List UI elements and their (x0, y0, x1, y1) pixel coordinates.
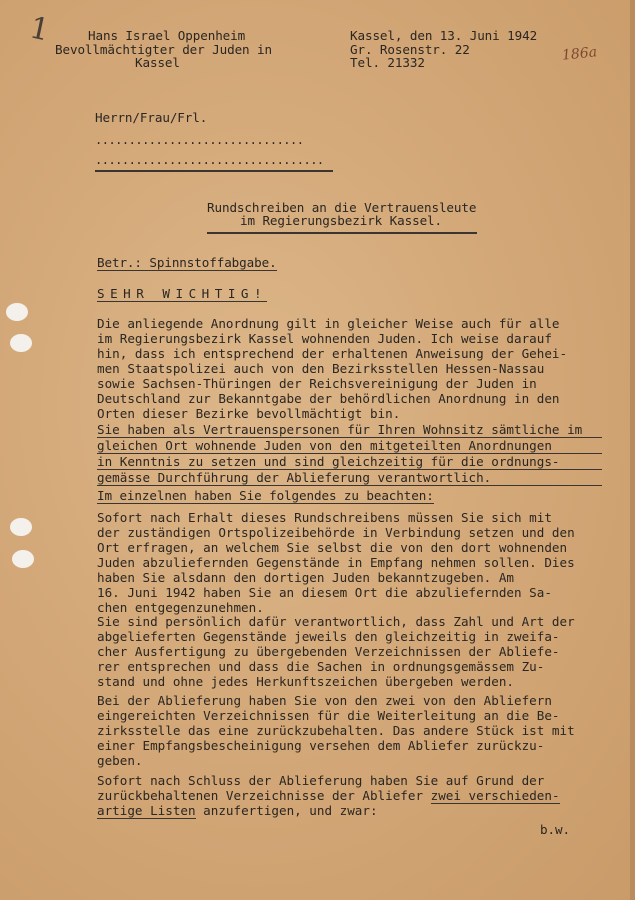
telephone: Tel. 21332 (350, 55, 425, 70)
paper-edge (630, 0, 635, 900)
punch-hole (6, 303, 28, 321)
circular-title: Rundschreiben an die Vertrauensleute (207, 200, 477, 215)
text-line: eingereichten Verzeichnissen für die Weiterleitung an die Be- (97, 708, 560, 723)
text-line: stand und ohne jedes Herkunftszeichen übergeben werden. (97, 674, 515, 689)
text-line: chen entgegenzunehmen. (97, 600, 264, 615)
text-line: hin, dass ich entsprechend der erhaltenen Anweisung der Gehei- (97, 346, 568, 361)
title-underline (207, 232, 477, 234)
text-line: rer entsprechen und dass die Sachen in ordnungsgemässem Zu- (97, 659, 545, 674)
urgent-notice: SEHR WICHTIG! (97, 286, 268, 301)
punch-hole (10, 334, 32, 352)
subject-line: Betr.: Spinnstoffabgabe. (97, 255, 277, 270)
recipient-dotted-line: .................................. (95, 153, 324, 167)
sender-title: Bevollmächtigter der Juden in (55, 42, 272, 57)
text-line: im Regierungsbezirk Kassel wohnenden Juden. Ich weise darauf (97, 331, 552, 346)
page-turn-note: b.w. (540, 822, 570, 837)
text-line (97, 803, 602, 818)
recipient-label: Herrn/Frau/Frl. (95, 110, 208, 125)
text-line: gemässe Durchführung der Ablieferung verantwortlich. (97, 470, 602, 486)
instructions-heading: Im einzelnen haben Sie folgendes zu beachten: (97, 488, 434, 503)
punch-hole (12, 550, 34, 568)
recipient-dotted-line: ............................... (95, 133, 304, 147)
text-line: der zuständigen Ortspolizeibehörde in Verbindung setzen und den (97, 525, 575, 540)
text-line: zirksstelle das eine zurückzubehalten. Das andere Stück ist mit (97, 723, 575, 738)
text-segment-underlined: zwei verschieden- (430, 788, 560, 803)
recipient-underline (95, 170, 333, 172)
text-line: abgelieferten Gegenstände jeweils den gleichzeitig in zweifa- (97, 629, 560, 644)
text-line: in Kenntnis zu setzen und sind gleichzeitig für die ordnungs- (97, 454, 602, 470)
text-line: Sofort nach Schluss der Ablieferung haben Sie auf Grund der (97, 773, 545, 788)
text-line: gleichen Ort wohnende Juden von den mitgeteilten Anordnungen (97, 438, 602, 454)
text-line: cher Ausfertigung zu übergebenden Verzeichnissen der Abliefe- (97, 644, 560, 659)
handwritten-corner-mark: 1 (26, 10, 53, 49)
text-line: 16. Juni 1942 haben Sie an diesem Ort die abzuliefernden Sa- (97, 585, 552, 600)
handwritten-folio-number: 186a (561, 44, 598, 64)
sender-name: Hans Israel Oppenheim (88, 28, 246, 43)
circular-title-region: im Regierungsbezirk Kassel. (240, 213, 443, 228)
text-line: Sie haben als Vertrauenspersonen für Ihren Wohnsitz sämtliche im (97, 422, 602, 438)
paragraph-accountability (97, 614, 602, 689)
punch-hole (10, 518, 32, 536)
text-segment: anzufertigen, und zwar: (195, 803, 378, 818)
paragraph-procedure (97, 510, 602, 615)
text-segment-underlined: artige Listen (97, 803, 196, 818)
text-line: Deutschland zur Bekanntgabe der behördlichen Anordnung in den (97, 391, 560, 406)
paragraph-authorization (97, 316, 602, 421)
text-line: Orten dieser Bezirke bevollmächtigt bin. (97, 406, 401, 421)
text-segment: zurückbehaltenen Verzeichnisse der Abliefer (97, 788, 424, 803)
text-line: geben. (97, 753, 143, 768)
sender-city: Kassel (135, 55, 180, 70)
text-line: Sie sind persönlich dafür verantwortlich, dass Zahl und Art der (97, 614, 575, 629)
text-line: Bei der Ablieferung haben Sie von den zwei von den Abliefern (97, 693, 552, 708)
place-date: Kassel, den 13. Juni 1942 (350, 28, 538, 43)
street-address: Gr. Rosenstr. 22 (350, 42, 470, 57)
text-line: sowie Sachsen-Thüringen der Reichsvereinigung der Juden in (97, 376, 537, 391)
text-line: Die anliegende Anordnung gilt in gleicher Weise auch für alle (97, 316, 560, 331)
text-line: einer Empfangsbescheinigung versehen dem Abliefer zurückzu- (97, 738, 545, 753)
text-line: Sofort nach Erhalt dieses Rundschreibens müssen Sie sich mit (97, 510, 552, 525)
paragraph-final-lists (97, 773, 602, 818)
text-line: men Staatspolizei auch von den Bezirksstellen Hessen-Nassau (97, 361, 545, 376)
paragraph-lists-receipt (97, 693, 602, 768)
text-line: Juden abzuliefernden Gegenstände in Empfang nehmen sollen. Dies (97, 555, 575, 570)
text-line (97, 788, 602, 803)
text-line: Ort erfragen, an welchem Sie selbst die von den dort wohnenden (97, 540, 568, 555)
paragraph-responsibility (97, 422, 602, 486)
text-line: haben Sie alsdann den dortigen Juden bekanntzugeben. Am (97, 570, 515, 585)
